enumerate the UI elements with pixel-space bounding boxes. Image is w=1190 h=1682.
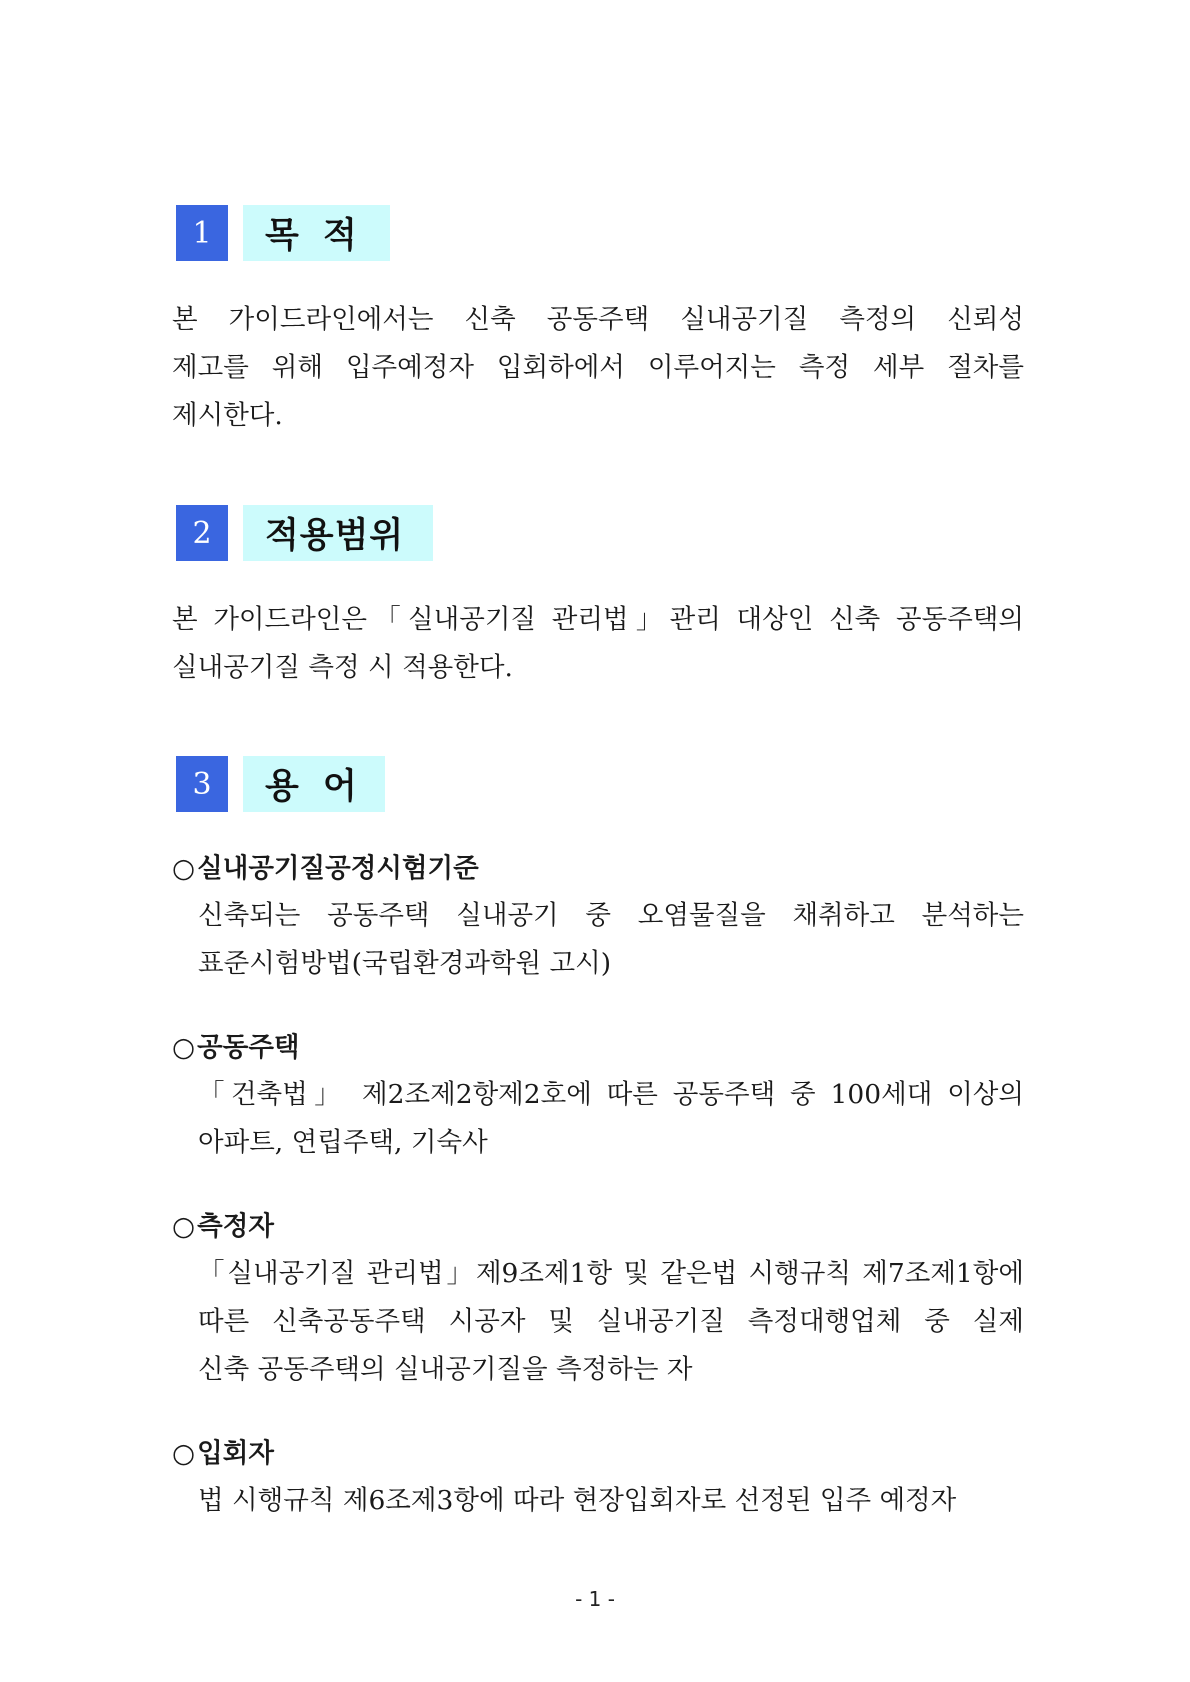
purpose-line-1: 본 가이드라인에서는 신축 공동주택 실내공기질 측정의 신뢰성	[172, 304, 1024, 335]
term-4-heading	[172, 1434, 274, 1474]
bullet-circle-icon: ○	[172, 1032, 196, 1063]
term-1-name: 실내공기질공정시험기준	[197, 853, 479, 884]
term-3-definition	[198, 1250, 1024, 1394]
term-4-definition	[198, 1477, 1024, 1525]
scope-paragraph	[172, 596, 1024, 692]
term-3-heading	[172, 1207, 274, 1247]
bullet-circle-icon: ○	[172, 1211, 196, 1242]
scope-line-1: 본 가이드라인은「실내공기질 관리법」관리 대상인 신축 공동주택의	[172, 604, 1024, 635]
term-2-name: 공동주택	[197, 1032, 300, 1063]
term-1-definition	[198, 892, 1024, 988]
term-1-line-2: 표준시험방법(국립환경과학원 고시)	[198, 948, 612, 979]
section-2-number: 2	[176, 505, 228, 561]
term-3-line-3: 신축 공동주택의 실내공기질을 측정하는 자	[198, 1354, 693, 1385]
section-1-number: 1	[176, 205, 228, 261]
section-2-header	[176, 505, 433, 561]
term-3-line-2: 따른 신축공동주택 시공자 및 실내공기질 측정대행업체 중 실제	[198, 1306, 1024, 1337]
term-2-line-2: 아파트, 연립주택, 기숙사	[198, 1127, 488, 1158]
term-2-line-1: 「건축법」 제2조제2항제2호에 따른 공동주택 중 100세대 이상의	[198, 1079, 1024, 1110]
term-3-name: 측정자	[197, 1211, 274, 1242]
term-1-heading	[172, 849, 479, 889]
section-3-header	[176, 756, 385, 812]
term-2-definition	[198, 1071, 1024, 1167]
section-2-title: 적용범위	[243, 505, 433, 561]
purpose-paragraph	[172, 296, 1024, 440]
term-1-line-1: 신축되는 공동주택 실내공기 중 오염물질을 채취하고 분석하는	[198, 900, 1024, 931]
section-1-title: 목 적	[243, 205, 390, 261]
bullet-circle-icon: ○	[172, 853, 196, 884]
term-4-name: 입회자	[197, 1438, 274, 1469]
term-3-line-1: 「실내공기질 관리법」제9조제1항 및 같은법 시행규칙 제7조제1항에	[198, 1258, 1024, 1289]
section-1-header	[176, 205, 390, 261]
page-number: - 1 -	[575, 1587, 615, 1611]
purpose-line-2: 제고를 위해 입주예정자 입회하에서 이루어지는 측정 세부 절차를	[172, 352, 1024, 383]
section-3-title: 용 어	[243, 756, 385, 812]
term-2-heading	[172, 1028, 300, 1068]
scope-line-2: 실내공기질 측정 시 적용한다.	[172, 652, 513, 683]
bullet-circle-icon: ○	[172, 1438, 196, 1469]
term-4-line-1: 법 시행규칙 제6조제3항에 따라 현장입회자로 선정된 입주 예정자	[198, 1485, 957, 1516]
purpose-line-3: 제시한다.	[172, 400, 283, 431]
section-3-number: 3	[176, 756, 228, 812]
